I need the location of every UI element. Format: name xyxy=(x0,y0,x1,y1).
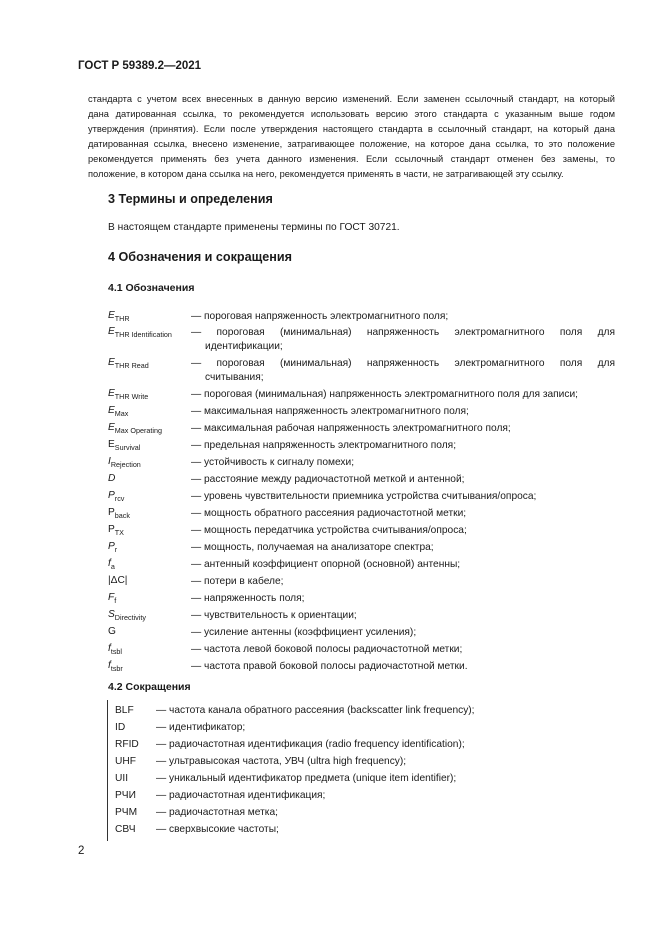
symbol-description: — пороговая (минимальная) напряженность электромагнитного поля для записи; xyxy=(191,389,578,400)
subsection-4-1-heading: 4.1 Обозначения xyxy=(108,282,195,294)
symbol-description: — мощность, получаемая на анализаторе спектра; xyxy=(191,542,434,553)
abbreviation-description: — радиочастотная идентификация (radio frequency identification); xyxy=(156,739,465,750)
symbol: $E_{THR Read}$ xyxy=(108,357,149,370)
symbol-description: — мощность обратного рассеяния радиочастотной метки; xyxy=(191,508,467,519)
symbol: |ΔC| xyxy=(108,575,128,586)
symbol-description: — предельная напряженность электромагнитного поля; xyxy=(191,440,457,451)
abbreviation-description: — ультравысокая частота, УВЧ (ultra high frequency); xyxy=(156,756,407,767)
abbreviation-description: — радиочастотная метка; xyxy=(156,807,278,818)
abbreviation: РЧМ xyxy=(115,807,138,818)
symbol: $F_f$ xyxy=(108,592,117,605)
abbreviation-description: — идентификатор; xyxy=(156,722,246,733)
symbol: $E_{THR Write}$ xyxy=(108,388,149,401)
symbol: $E_{Max Operating}$ xyxy=(108,422,162,435)
symbol-description: — уровень чувствительности приемника устройства считывания/опроса; xyxy=(191,491,537,502)
symbol: G xyxy=(108,626,116,637)
intro-paragraph xyxy=(88,92,615,182)
symbol-description-cont: считывания; xyxy=(205,372,264,383)
symbol: $P_{rcv}$ xyxy=(108,490,125,503)
symbol-description: — мощность передатчика устройства считывания/опроса; xyxy=(191,525,467,536)
symbol: D xyxy=(108,473,116,484)
symbol: $E_{THR}$ xyxy=(108,310,130,323)
symbol: $I_{Rejection}$ xyxy=(108,456,141,469)
subsection-4-2-heading: 4.2 Сокращения xyxy=(108,681,191,693)
abbreviation: BLF xyxy=(115,705,134,716)
abbreviation: UII xyxy=(115,773,129,784)
symbol-description: — чувствительность к ориентации; xyxy=(191,610,357,621)
symbol-description: — максимальная рабочая напряженность электромагнитного поля; xyxy=(191,423,511,434)
symbol-description: — максимальная напряженность электромагнитного поля; xyxy=(191,406,469,417)
symbol-description: — напряженность поля; xyxy=(191,593,305,604)
abbreviation-description: — частота канала обратного рассеяния (backscatter link frequency); xyxy=(156,705,475,716)
abbreviation: ID xyxy=(115,722,126,733)
intro-line: датированная ссылка, внесено изменение, затрагивающее положение, на которое дана ссылка, то это положение xyxy=(88,139,615,149)
section-4-heading: 4 Обозначения и сокращения xyxy=(108,250,292,264)
symbol: $f_a$ xyxy=(108,558,115,571)
intro-line: положение, в котором дана ссылка на него, рекомендуется применять в части, не затрагивающей эту ссылку. xyxy=(88,169,564,179)
intro-line: стандарта с учетом всех внесенных в данную версию изменений. Если заменен ссылочный стандарт, на который xyxy=(88,94,615,104)
section-3-text: В настоящем стандарте применены термины по ГОСТ 30721. xyxy=(108,222,400,233)
abbreviation: РЧИ xyxy=(115,790,136,801)
abbreviation-description: — сверхвысокие частоты; xyxy=(156,824,279,835)
intro-line: рекомендуется применять без учета данного изменения. Если ссылочный стандарт отменен без замены, то xyxy=(88,154,615,164)
symbol-description: — расстояние между радиочастотной меткой и антенной; xyxy=(191,474,465,485)
symbol: $E_{Survival}$ xyxy=(108,439,141,452)
symbol: $f_{tsbl}$ xyxy=(108,643,123,656)
change-bar xyxy=(107,700,108,841)
intro-line: утверждения (принятия). Если после утверждения настоящего стандарта в ссылочный стандарт, на который дана xyxy=(88,124,615,134)
symbol-description: — потери в кабеле; xyxy=(191,576,284,587)
section-3-heading: 3 Термины и определения xyxy=(108,192,273,206)
symbol: $P_{back}$ xyxy=(108,507,130,520)
intro-line: дана датированная ссылка, то рекомендуется использовать версию этого стандарта с указанным выше годом xyxy=(88,109,615,119)
abbreviation: СВЧ xyxy=(115,824,136,835)
abbreviation: UHF xyxy=(115,756,136,767)
symbol: $E_{THR Identification}$ xyxy=(108,326,172,339)
symbol-description: — пороговая напряженность электромагнитного поля; xyxy=(191,311,449,322)
symbol-description: — пороговая (минимальная) напряженность электромагнитного поля для xyxy=(191,358,615,369)
abbreviation: RFID xyxy=(115,739,139,750)
symbol: $E_{Max}$ xyxy=(108,405,129,418)
symbol-description: — частота правой боковой полосы радиочастотной метки. xyxy=(191,661,468,672)
document-header: ГОСТ Р 59389.2—2021 xyxy=(78,60,202,72)
symbol-description: — антенный коэффициент опорной (основной) антенны; xyxy=(191,559,461,570)
symbol: $S_{Directivity}$ xyxy=(108,609,146,622)
abbreviation-description: — радиочастотная идентификация; xyxy=(156,790,326,801)
symbol-description-cont: идентификации; xyxy=(205,341,283,352)
page-number: 2 xyxy=(78,845,85,857)
abbreviation-description: — уникальный идентификатор предмета (unique item identifier); xyxy=(156,773,457,784)
symbol: $P_r$ xyxy=(108,541,118,554)
symbol-description: — усиление антенны (коэффициент усиления); xyxy=(191,627,417,638)
symbol-description: — устойчивость к сигналу помехи; xyxy=(191,457,355,468)
symbol: $f_{tsbr}$ xyxy=(108,660,123,673)
symbol-description: — частота левой боковой полосы радиочастотной метки; xyxy=(191,644,463,655)
symbol-description: — пороговая (минимальная) напряженность электромагнитного поля для xyxy=(191,327,615,338)
symbol: $P_{TX}$ xyxy=(108,524,124,537)
